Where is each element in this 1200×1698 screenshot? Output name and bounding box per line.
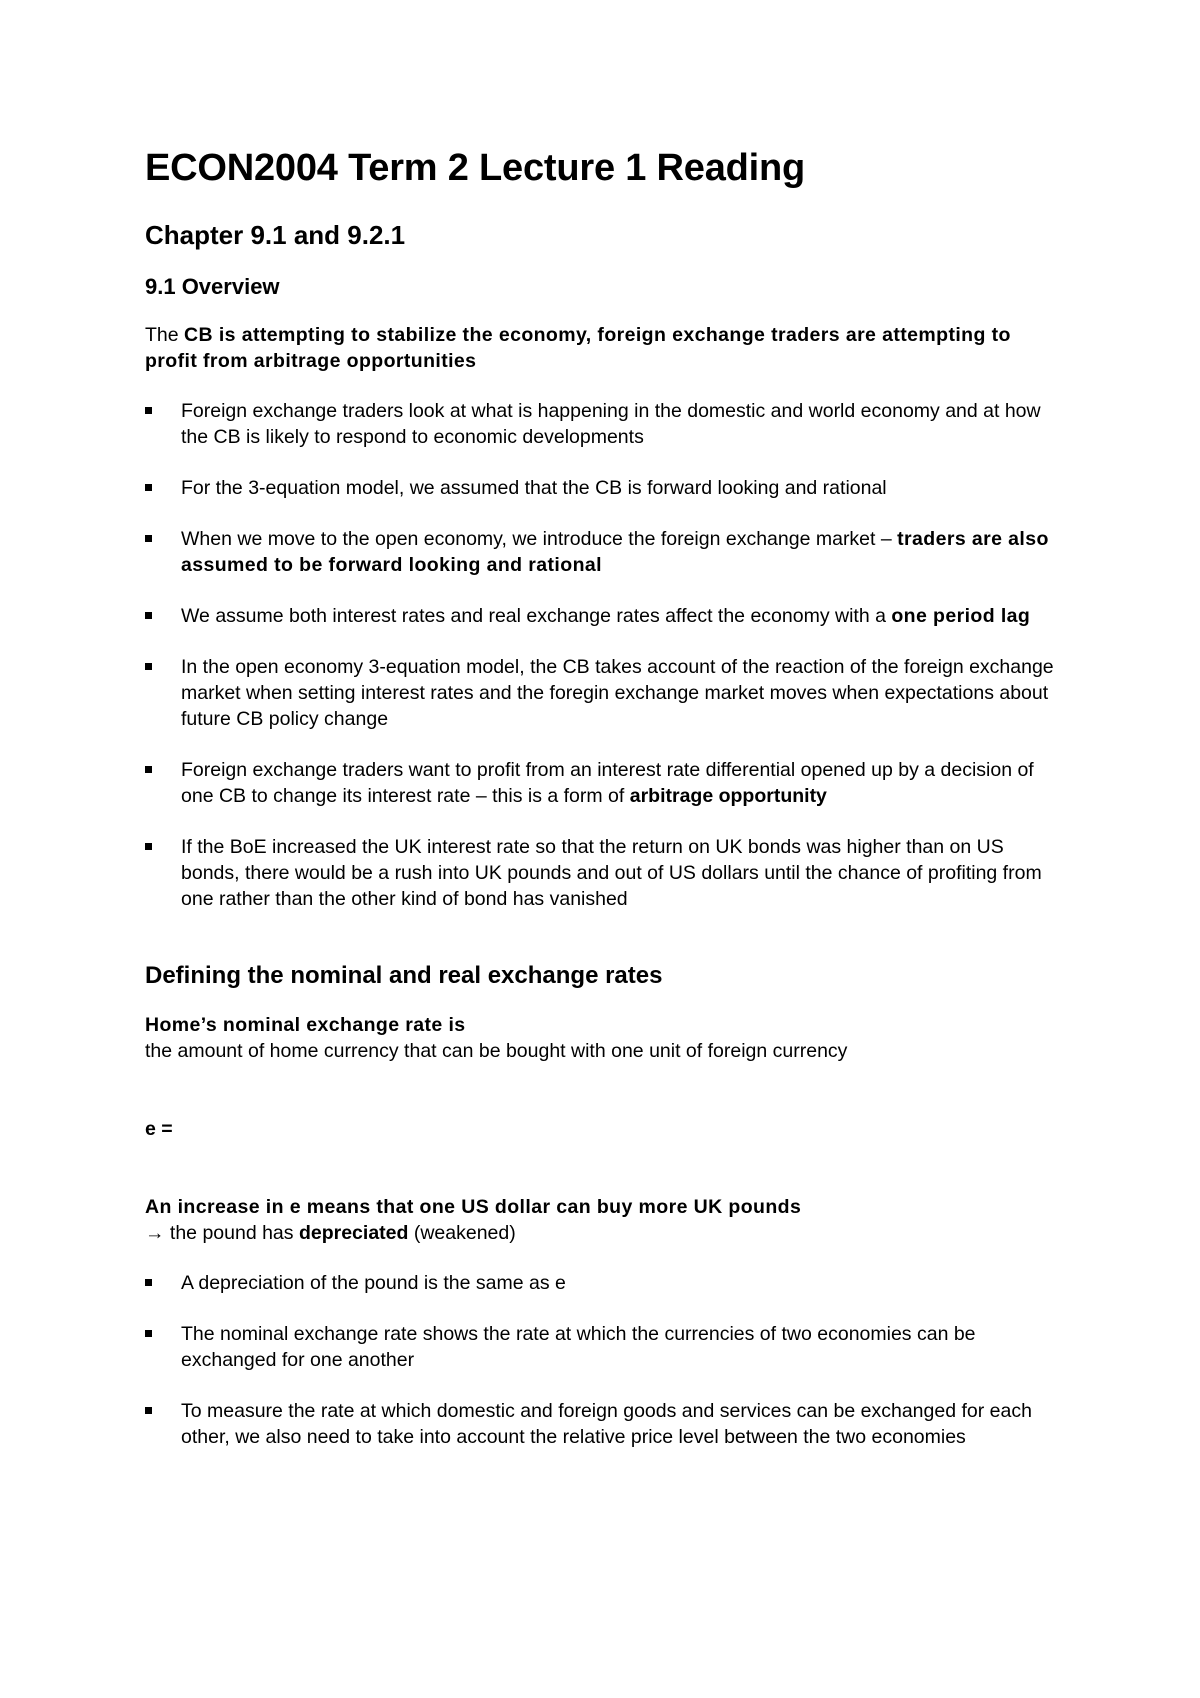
- list-item-text: A depreciation of the pound is the same as e: [181, 1272, 566, 1294]
- list-item: [145, 654, 1065, 732]
- list-item-text: The nominal exchange rate shows the rate at which the currencies of two economies can be exchanged for one another: [181, 1323, 976, 1371]
- square-bullet-icon: [145, 407, 152, 414]
- exchange-rate-bullet-list: [145, 1270, 1065, 1450]
- intro-prefix: The: [145, 324, 185, 346]
- list-item-text: If the BoE increased the UK interest rate so that the return on UK bonds was higher than on US bonds, there would be a rush into UK pounds and out of US dollars until the chance of profiting from one rather than the other kind of bond has vanished: [181, 836, 1042, 910]
- list-item: [145, 1270, 1065, 1296]
- list-item-text: Foreign exchange traders want to profit from an interest rate differential opened up by a decision of one CB to change its interest rate – this is a form of: [181, 759, 1034, 807]
- list-item: [145, 757, 1065, 809]
- list-item: [145, 603, 1065, 629]
- list-item: [145, 834, 1065, 912]
- chapter-heading: Chapter 9.1 and 9.2.1: [145, 220, 406, 250]
- square-bullet-icon: [145, 663, 152, 670]
- intro-bold: CB is attempting to stabilize the economy, foreign exchange traders are attempting to profit from arbitrage opportunities: [145, 324, 1011, 372]
- list-item-text: For the 3-equation model, we assumed that the CB is forward looking and rational: [181, 477, 887, 499]
- square-bullet-icon: [145, 766, 152, 773]
- list-item: [145, 526, 1065, 578]
- depreciation-line: [145, 1220, 1065, 1246]
- list-item-text: To measure the rate at which domestic and foreign goods and services can be exchanged for each other, we also need to take into account the relative price level between the two economies: [181, 1400, 1032, 1448]
- list-item-bold: arbitrage opportunity: [629, 785, 827, 807]
- definition-text: the amount of home currency that can be bought with one unit of foreign currency: [145, 1040, 848, 1062]
- section-heading: Defining the nominal and real exchange rates: [145, 962, 663, 989]
- document-title: ECON2004 Term 2 Lecture 1 Reading: [145, 147, 806, 189]
- overview-heading: 9.1 Overview: [145, 274, 280, 299]
- square-bullet-icon: [145, 1407, 152, 1414]
- square-bullet-icon: [145, 612, 152, 619]
- increase-statement: An increase in e means that one US dollar can buy more UK pounds: [145, 1196, 802, 1218]
- list-item: [145, 475, 1065, 501]
- document-body: [145, 142, 1065, 1450]
- depreciation-bold: depreciated: [298, 1222, 409, 1244]
- list-item-text: Foreign exchange traders look at what is happening in the domestic and world economy and at how the CB is likely to respond to economic developments: [181, 400, 1041, 448]
- right-arrow-icon: →: [145, 1222, 165, 1244]
- square-bullet-icon: [145, 484, 152, 491]
- list-item-bold: traders are also assumed to be forward looking and rational: [181, 528, 1049, 576]
- square-bullet-icon: [145, 843, 152, 850]
- formula-line: e =: [145, 1118, 173, 1140]
- depreciation-text-end: (weakened): [408, 1222, 516, 1244]
- list-item: [145, 398, 1065, 450]
- square-bullet-icon: [145, 1330, 152, 1337]
- list-item-text: In the open economy 3-equation model, the CB takes account of the reaction of the foreign exchange market when setting interest rates and the foregin exchange market moves when expectations about future CB policy change: [181, 656, 1054, 730]
- intro-paragraph: [145, 322, 1065, 374]
- square-bullet-icon: [145, 535, 152, 542]
- list-item: [145, 1321, 1065, 1373]
- depreciation-text: the pound has: [164, 1222, 299, 1244]
- definition-label: Home’s nominal exchange rate is: [145, 1014, 466, 1036]
- list-item: [145, 1398, 1065, 1450]
- list-item-text: When we move to the open economy, we introduce the foreign exchange market –: [181, 528, 898, 550]
- square-bullet-icon: [145, 1279, 152, 1286]
- list-item-bold: one period lag: [891, 605, 1031, 627]
- list-item-text: We assume both interest rates and real exchange rates affect the economy with a: [181, 605, 892, 627]
- overview-bullet-list: [145, 398, 1065, 912]
